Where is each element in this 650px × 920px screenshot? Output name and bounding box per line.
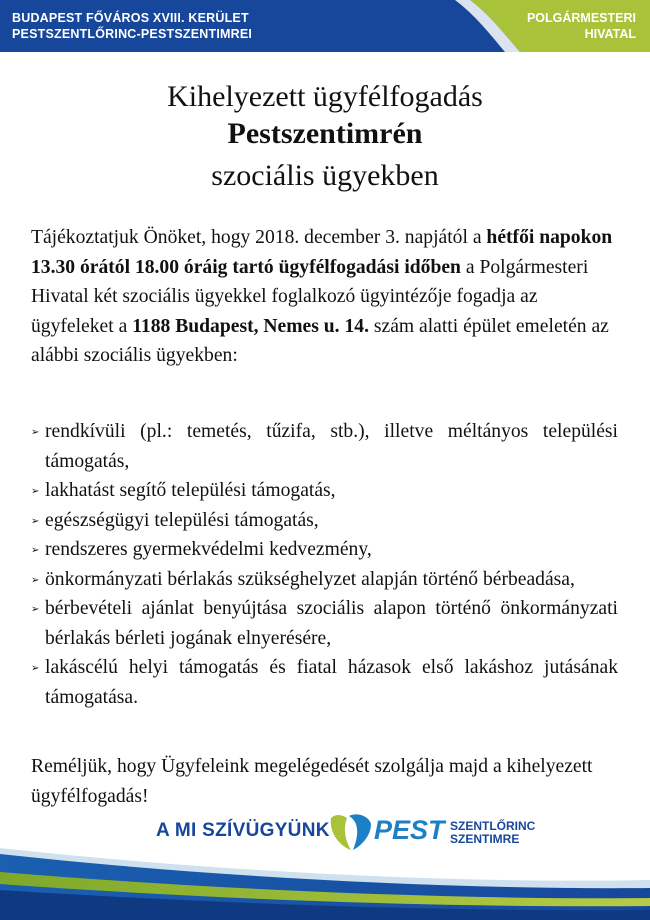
- district-name: [12, 10, 252, 42]
- office-name: [527, 10, 636, 42]
- title-line-2: Pestszentimrén: [227, 117, 423, 150]
- chevron-right-icon: ➢: [31, 663, 40, 674]
- district-line-2: PESTSZENTLŐRINC-PESTSZENTIMREI: [12, 27, 253, 41]
- list-item: [31, 476, 618, 506]
- list-item: [31, 535, 618, 565]
- pest-wordmark: PEST: [374, 815, 445, 845]
- list-item-text: lakhatást segítő települési támogatás,: [45, 480, 336, 501]
- list-item: [31, 506, 618, 536]
- list-item-text: egészségügyi települési támogatás,: [45, 509, 319, 531]
- list-item: [31, 653, 618, 712]
- chevron-right-icon: ➢: [31, 486, 40, 497]
- district-line-1: BUDAPEST FŐVÁROS XVIII. KERÜLET: [12, 11, 249, 25]
- intro-text-2: a Polgármesteri Hivatal két szociális ügyekkel foglalkozó ügyintézője fogadja az ügyfeleket a: [31, 256, 589, 337]
- intro-address: 1188 Budapest, Nemes u. 14.: [132, 315, 369, 337]
- intro-hours: hétfői napokon 13.30 órától 18.00 óráig tartó ügyfélfogadási időben: [31, 227, 613, 278]
- list-item: [31, 565, 618, 595]
- chevron-right-icon: ➢: [31, 515, 40, 527]
- pest-subtitle-line-1: SZENTLŐRINC: [450, 819, 536, 833]
- intro-text-1: Tájékoztatjuk Önöket, hogy 2018. december 3. napjától a: [31, 227, 487, 248]
- title-line-1: Kihelyezett ügyfélfogadás: [167, 80, 483, 113]
- footer-swoosh: [0, 840, 650, 920]
- list-item-text: rendszeres gyermekvédelmi kedvezmény,: [45, 539, 372, 560]
- intro-paragraph: [31, 223, 618, 371]
- header-banner: [0, 0, 650, 52]
- list-item-text: lakáscélú helyi támogatás és fiatal házasok első lakáshoz jutásának támogatása.: [45, 657, 618, 708]
- chevron-right-icon: ➢: [31, 427, 40, 438]
- case-list: [31, 417, 618, 712]
- list-item: [31, 594, 618, 653]
- closing-paragraph: Reméljük, hogy Ügyfeleink megelégedését szolgálja majd a kihelyezett ügyfélfogadás!: [31, 756, 593, 807]
- chevron-right-icon: ➢: [31, 604, 40, 615]
- list-item-text: önkormányzati bérlakás szükséghelyzet alapján történő bérbeadása,: [45, 568, 575, 590]
- list-item-text: rendkívüli (pl.: temetés, tűzifa, stb.), illetve méltányos települési támogatás,: [45, 421, 618, 472]
- chevron-right-icon: ➢: [31, 545, 40, 556]
- office-line-1: POLGÁRMESTERI: [526, 11, 636, 25]
- slogan: A MI SZÍVÜGYÜNK: [156, 820, 330, 841]
- chevron-right-icon: ➢: [31, 574, 40, 586]
- list-item: [31, 417, 618, 476]
- pest-subtitle-line-2: SZENTIMRE: [450, 832, 520, 846]
- intro-text-3: szám alatti épület emeletén az alábbi szociális ügyekben:: [31, 315, 609, 366]
- title-line-3: szociális ügyekben: [211, 159, 439, 192]
- office-line-2: HIVATAL: [584, 27, 636, 41]
- list-item-text: bérbevételi ajánlat benyújtása szociális alapon történő önkormányzati bérlakás bérleti jogának elnyerésére,: [45, 598, 618, 649]
